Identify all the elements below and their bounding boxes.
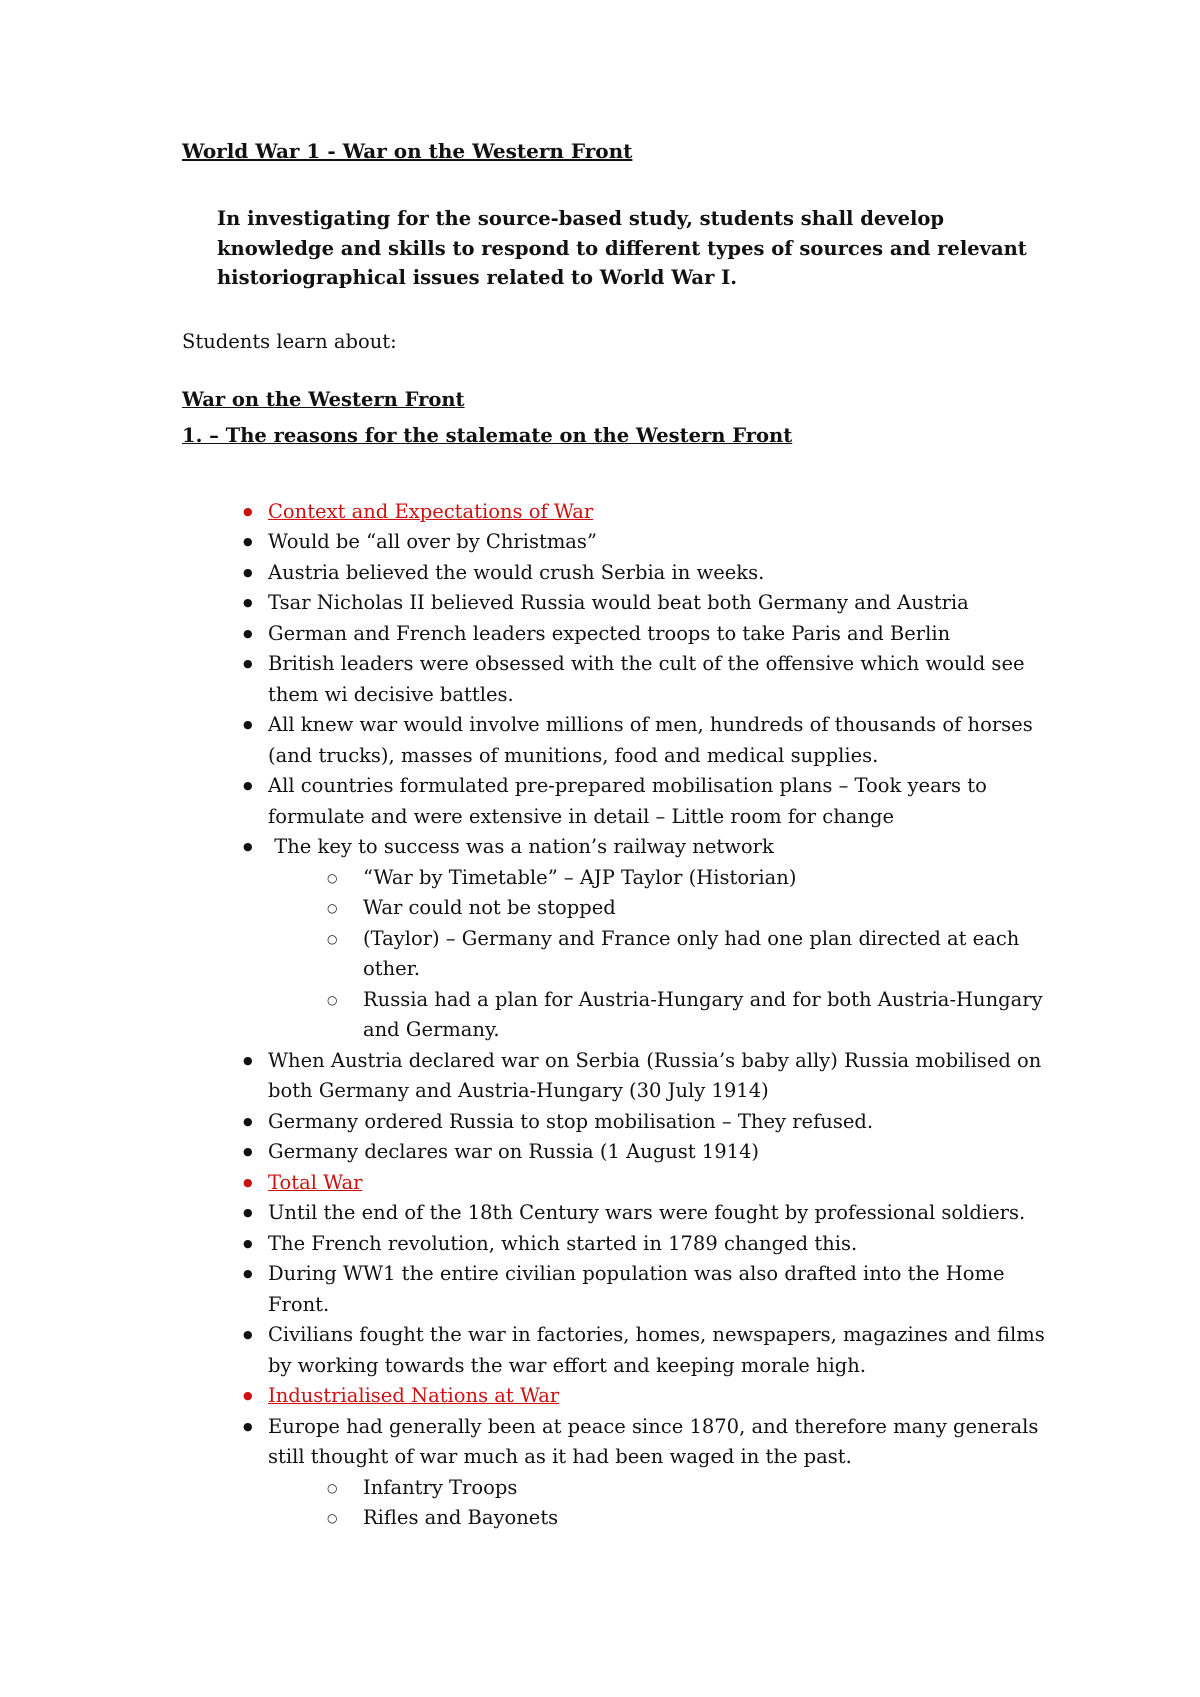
bullet-icon: ● — [243, 1175, 253, 1189]
list-item — [182, 832, 1140, 863]
bullet-icon: ● — [243, 779, 253, 792]
list-item-text: All countries formulated pre-prepared mobilisation plans – Took years to formulate and were extensive in detail – Little room for change — [268, 774, 994, 828]
bullet-icon: ● — [243, 1267, 253, 1280]
document-title: World War 1 - War on the Western Front — [182, 139, 633, 163]
list-item-text: Context and Expectations of War — [268, 499, 594, 523]
list-item — [182, 1320, 1140, 1381]
bullet-icon: ● — [243, 718, 253, 731]
list-item-text: When Austria declared war on Serbia (Russia’s baby ally) Russia mobilised on both Germany and Austria-Hungary (30 July 1914) — [268, 1048, 1048, 1102]
bullet-icon: ● — [243, 535, 253, 548]
list-item-text: The French revolution, which started in 1789 changed this. — [268, 1231, 858, 1255]
bullet-icon: ● — [243, 1419, 253, 1433]
circle-bullet-icon: ○ — [327, 870, 338, 885]
list-item-text: Industrialised Nations at War — [268, 1384, 560, 1407]
bullet-icon: ● — [243, 1389, 253, 1402]
students-learn-label: Students learn about: — [182, 329, 397, 353]
circle-bullet-icon: ○ — [327, 901, 338, 915]
list-item-text: Rifles and Bayonets — [363, 1506, 559, 1529]
list-item — [182, 771, 1140, 832]
bullet-icon: ● — [243, 626, 253, 640]
list-item-text: Total War — [268, 1170, 363, 1194]
list-item — [182, 558, 1140, 589]
list-item — [182, 1229, 1140, 1260]
list-item — [182, 1107, 1140, 1138]
bullet-icon: ● — [243, 1328, 253, 1341]
section-heading: War on the Western Front — [182, 387, 465, 411]
bullet-icon: ● — [243, 1053, 253, 1067]
list-item-text: Germany ordered Russia to stop mobilisation – They refused. — [268, 1109, 874, 1133]
list-item-text: “War by Timetable” – AJP Taylor (Historian) — [363, 865, 797, 889]
list-item-text: Austria believed the would crush Serbia in weeks. — [268, 560, 765, 584]
list-item-text: Tsar Nicholas II believed Russia would beat both Germany and Austria — [268, 591, 969, 614]
list-item-text: (Taylor) – Germany and France only had one plan directed at each other. — [363, 926, 1026, 980]
circle-bullet-icon: ○ — [327, 1480, 338, 1495]
circle-bullet-icon: ○ — [327, 992, 338, 1007]
bullet-icon: ● — [243, 1206, 253, 1219]
list-item — [182, 893, 1140, 924]
list-item — [182, 1046, 1140, 1107]
list-item — [182, 588, 1140, 619]
list-item — [182, 1503, 1140, 1534]
list-item-text: Until the end of the 18th Century wars were fought by professional soldiers. — [268, 1201, 1026, 1224]
list-item — [182, 1198, 1140, 1229]
notes-list — [182, 497, 1140, 1534]
list-item — [182, 649, 1140, 710]
bullet-icon: ● — [243, 1114, 253, 1128]
list-item-text: Would be “all over by Christmas” — [268, 530, 597, 553]
bullet-icon: ● — [243, 596, 253, 609]
list-item-text: Russia had a plan for Austria-Hungary and for both Austria-Hungary and Germany. — [363, 987, 1049, 1041]
list-item — [182, 527, 1140, 558]
list-item — [182, 1137, 1140, 1168]
list-item — [182, 710, 1140, 771]
bullet-icon: ● — [243, 657, 253, 670]
list-item-text: Civilians fought the war in factories, homes, newspapers, magazines and films by working towards the war effort and keeping morale high. — [268, 1323, 1051, 1377]
intro-paragraph: In investigating for the source-based study, students shall develop knowledge and skills to respond to different types of sources and relevant historiographical issues related to World War I. — [217, 207, 1034, 289]
list-item-text: British leaders were obsessed with the cult of the offensive which would see them wi decisive battles. — [268, 652, 1031, 706]
list-item-text: All knew war would involve millions of men, hundreds of thousands of horses (and trucks), masses of munitions, food and medical supplies. — [268, 713, 1039, 767]
bullet-icon: ● — [243, 1236, 253, 1250]
list-item — [182, 924, 1140, 985]
bullet-icon: ● — [243, 840, 253, 853]
list-item — [182, 1473, 1140, 1504]
list-item-text: The key to success was a nation’s railway network — [268, 835, 774, 858]
circle-bullet-icon: ○ — [327, 1511, 338, 1525]
list-topic-heading — [182, 497, 1140, 528]
bullet-icon: ● — [243, 1145, 253, 1158]
bullet-icon: ● — [243, 565, 253, 579]
list-item — [182, 619, 1140, 650]
list-item-text: Germany declares war on Russia (1 August 1914) — [268, 1140, 760, 1163]
list-item-text: During WW1 the entire civilian population was also drafted into the Home Front. — [268, 1262, 1011, 1316]
list-topic-heading — [182, 1381, 1140, 1412]
subsection-heading: 1. – The reasons for the stalemate on the Western Front — [182, 423, 793, 447]
circle-bullet-icon: ○ — [327, 931, 338, 946]
list-item-text: Europe had generally been at peace since 1870, and therefore many generals still thought of war much as it had been waged in the past. — [268, 1414, 1045, 1468]
list-item — [182, 985, 1140, 1046]
list-item-text: Infantry Troops — [363, 1475, 518, 1499]
list-item — [182, 1259, 1140, 1320]
list-item-text: War could not be stopped — [363, 896, 616, 919]
list-item-text: German and French leaders expected troops to take Paris and Berlin — [268, 621, 951, 645]
list-item — [182, 1412, 1140, 1473]
list-topic-heading — [182, 1168, 1140, 1199]
bullet-icon: ● — [243, 504, 253, 518]
list-item — [182, 863, 1140, 894]
